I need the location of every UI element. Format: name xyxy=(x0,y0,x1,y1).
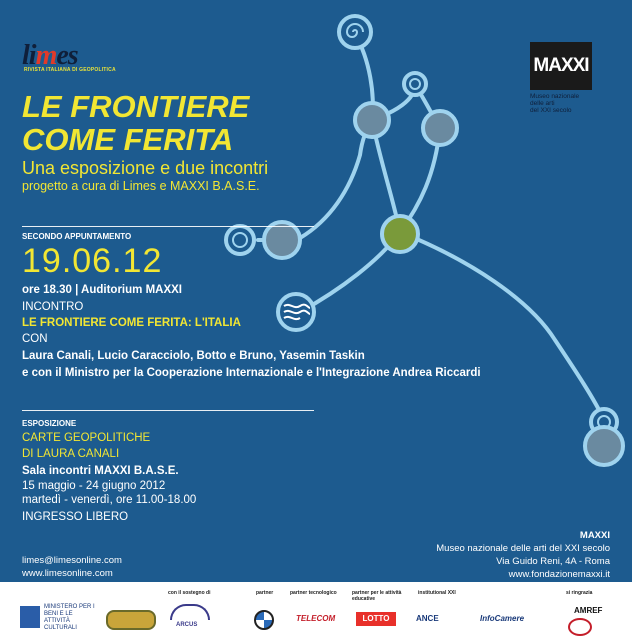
divider xyxy=(22,410,314,411)
exhibition-entry: INGRESSO LIBERO xyxy=(22,511,129,523)
shield-logo xyxy=(106,610,156,630)
network-line xyxy=(300,120,372,238)
label-thanks: si ringrazia xyxy=(566,590,593,596)
ministero-logo xyxy=(20,602,95,632)
title-line-1: LE FRONTIERE xyxy=(22,89,250,124)
exhibition-hours: martedì - venerdì, ore 11.00-18.00 xyxy=(22,494,197,506)
label-partner: partner xyxy=(256,590,274,596)
limes-wordmark: limes xyxy=(22,40,78,71)
picture-node xyxy=(382,216,418,252)
ance-logo: ANCE xyxy=(416,614,439,623)
maxxi-info-name: Museo nazionale delle arti del XXI secolo xyxy=(436,543,610,554)
event-type: INCONTRO xyxy=(22,301,84,313)
amref-logo: AMREF xyxy=(574,606,603,615)
label-partner-tech: partner tecnologico xyxy=(290,590,337,596)
exhibition-heading: ESPOSIZIONE xyxy=(22,419,77,428)
network-node xyxy=(226,226,254,254)
maxxi-logo-subtitle xyxy=(530,93,600,114)
picture-node xyxy=(264,222,300,258)
amref-emblem-icon xyxy=(568,618,592,636)
event-minister: e con il Ministro per la Cooperazione Internazionale e l'Integrazione Andrea Riccardi xyxy=(22,367,481,379)
sponsor-footer xyxy=(0,582,632,640)
network-node xyxy=(404,73,426,95)
event-con: CON xyxy=(22,333,48,345)
maxxi-sub-line: delle arti xyxy=(530,100,555,107)
maxxi-website-link[interactable]: www.fondazionemaxxi.it xyxy=(508,569,610,580)
exhibition-dates: 15 maggio - 24 giugno 2012 xyxy=(22,480,166,492)
divider xyxy=(22,226,314,227)
lotto-logo: LOTTO xyxy=(356,612,396,626)
ministero-emblem xyxy=(20,606,40,628)
poster-credits: progetto a cura di Limes e MAXXI B.A.S.E. xyxy=(22,179,260,193)
event-date: 19.06.12 xyxy=(22,242,163,280)
label-support: con il sostegno di xyxy=(168,590,211,596)
event-topic: LE FRONTIERE COME FERITA: L'ITALIA xyxy=(22,317,241,329)
appointment-heading: SECONDO APPUNTAMENTO xyxy=(22,232,132,241)
picture-node xyxy=(423,111,457,145)
network-line xyxy=(400,232,604,420)
maxxi-logo: MAXXI xyxy=(530,42,592,90)
arcus-text: ARCUS xyxy=(176,622,198,628)
poster-title xyxy=(22,90,249,156)
exhibition-venue: Sala incontri MAXXI B.A.S.E. xyxy=(22,465,179,477)
limes-logo xyxy=(22,40,132,74)
maxxi-info-address: Via Guido Reni, 4A - Roma xyxy=(496,556,610,567)
arcus-arch-icon xyxy=(170,604,210,620)
limes-email-link[interactable]: limes@limesonline.com xyxy=(22,555,122,566)
infocamere-logo: InfoCamere xyxy=(480,614,525,623)
maxxi-info-title: MAXXI xyxy=(579,530,610,541)
limes-website-link[interactable]: www.limesonline.com xyxy=(22,568,113,579)
picture-node xyxy=(355,103,389,137)
title-line-2: COME FERITA xyxy=(22,122,234,157)
telecom-logo: TELECOM xyxy=(296,614,336,623)
label-institutional: institutional XXI xyxy=(418,590,456,596)
bmw-logo-icon xyxy=(254,610,274,630)
poster-subtitle: Una esposizione e due incontri xyxy=(22,158,269,178)
maxxi-sub-line: Museo nazionale xyxy=(530,93,580,100)
event-time-place: ore 18.30 | Auditorium MAXXI xyxy=(22,284,182,296)
limes-tagline: RIVISTA ITALIANA DI GEOPOLITICA xyxy=(24,67,116,73)
maxxi-sub-line: del XXI secolo xyxy=(530,107,572,114)
ministero-text: MINISTERO PER I BENI E LE ATTIVITÀ CULTURALI xyxy=(44,604,95,631)
network-node xyxy=(339,16,371,48)
picture-node xyxy=(585,427,623,465)
exhibition-title-line-1: CARTE GEOPOLITICHE xyxy=(22,432,151,444)
exhibition-title-line-2: DI LAURA CANALI xyxy=(22,448,120,460)
label-partner-edu: partner per le attività educative xyxy=(352,590,402,602)
event-speakers: Laura Canali, Lucio Caracciolo, Botto e Bruno, Yasemin Taskin xyxy=(22,350,365,362)
